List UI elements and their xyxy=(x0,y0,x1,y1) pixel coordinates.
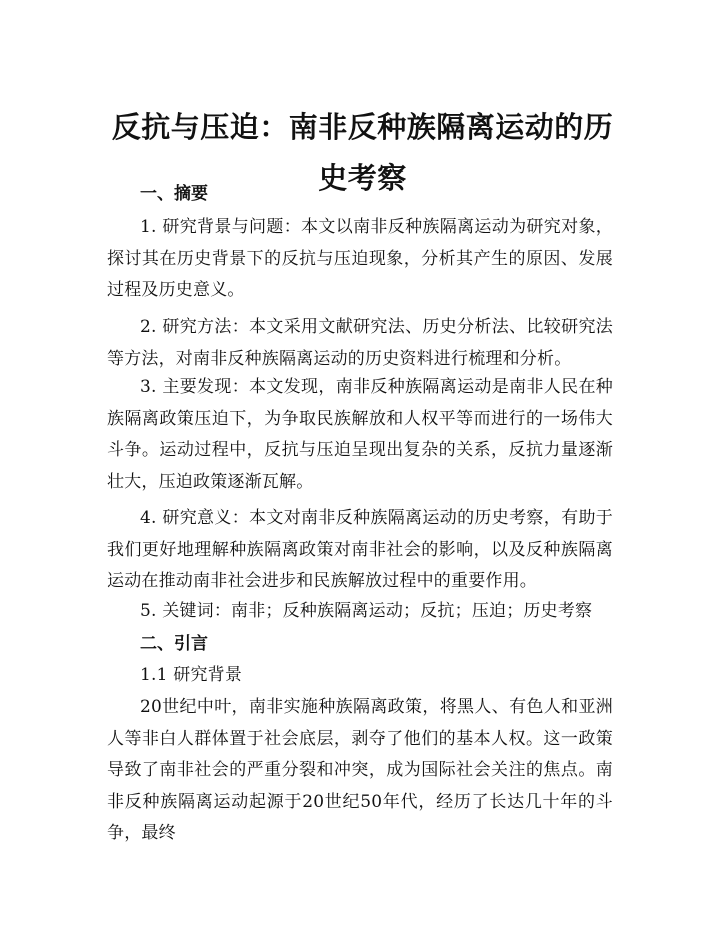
section-heading-introduction: 二、引言 xyxy=(140,634,208,654)
abstract-paragraph-methods: 2. 研究方法：本文采用文献研究法、历史分析法、比较研究法等方法，对南非反种族隔离运动的历史资料进行梳理和分析。 xyxy=(107,317,613,369)
abstract-paragraph-significance: 4. 研究意义：本文对南非反种族隔离运动的历史考察，有助于我们更好地理解种族隔离政策对南非社会的影响，以及反种族隔离运动在推动南非社会进步和民族解放过程中的重要作用。 xyxy=(107,508,613,591)
abstract-paragraph-findings: 3. 主要发现：本文发现，南非反种族隔离运动是南非人民在种族隔离政策压迫下，为争取民族解放和人权平等而进行的一场伟大斗争。运动过程中，反抗与压迫呈现出复杂的关系，反抗力量逐渐壮大，压迫政策逐渐瓦解。 xyxy=(107,377,613,492)
abstract-paragraph-background: 1. 研究背景与问题：本文以南非反种族隔离运动为研究对象，探讨其在历史背景下的反抗与压迫现象，分析其产生的原因、发展过程及历史意义。 xyxy=(107,217,613,300)
abstract-paragraph-keywords: 5. 关键词：南非；反种族隔离运动；反抗；压迫；历史考察 xyxy=(140,601,593,621)
section-heading-abstract: 一、摘要 xyxy=(140,184,208,204)
document-title: 反抗与压迫：南非反种族隔离运动的历史考察 xyxy=(111,110,614,196)
subsection-heading-research-background: 1.1 研究背景 xyxy=(140,665,243,685)
intro-paragraph: 20世纪中叶，南非实施种族隔离政策，将黑人、有色人和亚洲人等非白人群体置于社会底层，剥夺了他们的基本人权。这一政策导致了南非社会的严重分裂和冲突，成为国际社会关注的焦点。南非反种族隔离运动起源于20世纪50年代，经历了长达几十年的斗争，最终 xyxy=(107,697,613,843)
